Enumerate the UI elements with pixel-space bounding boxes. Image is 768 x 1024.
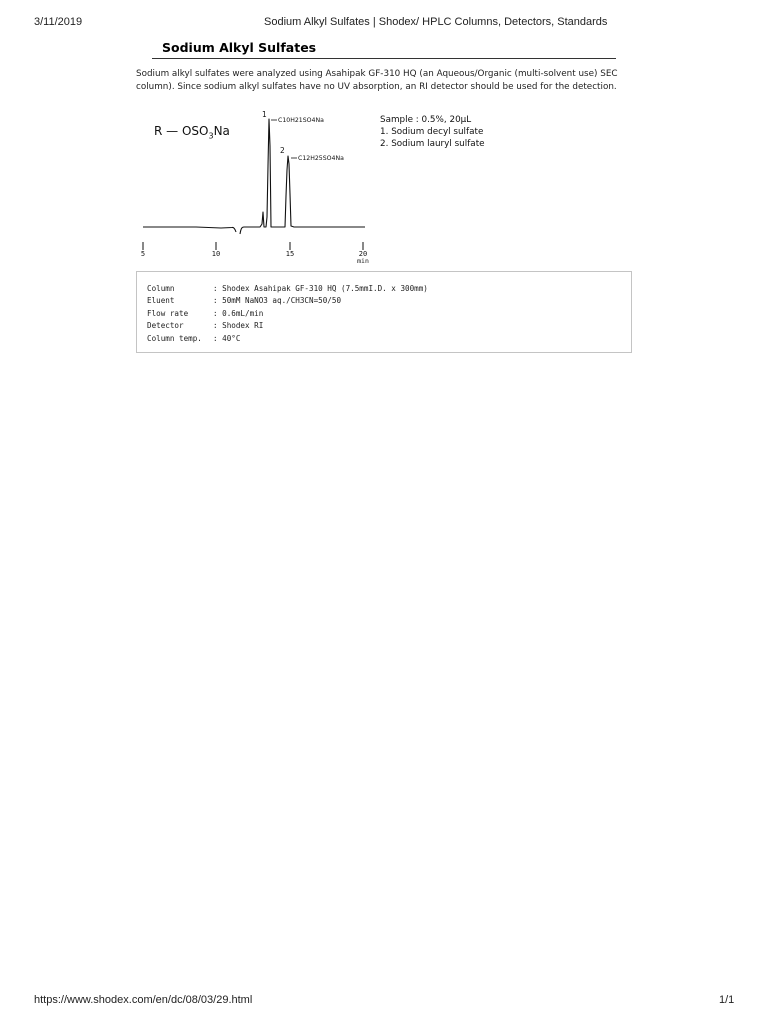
formula-suffix: Na (213, 124, 230, 138)
peak-2-name: 2. Sodium lauryl sulfate (380, 139, 485, 149)
conditions-list (147, 283, 428, 345)
x-tick-label-10: 10 (211, 250, 221, 258)
x-axis-unit: min (357, 257, 369, 264)
chromatogram (136, 106, 372, 264)
peak-1-compound: C10H21SO4Na (278, 117, 324, 124)
print-date: 3/11/2019 (34, 16, 83, 28)
peak-2-number: 2 (280, 146, 285, 155)
condition-detector (147, 320, 428, 332)
conditions-box (136, 271, 632, 353)
condition-value: : 40°C (213, 333, 241, 343)
print-page-title: Sodium Alkyl Sulfates | Shodex/ HPLC Columns, Detectors, Standards (264, 16, 608, 28)
condition-eluent (147, 295, 428, 307)
x-tick-label-20: 20 (358, 250, 368, 258)
condition-key: Column temp. (147, 333, 202, 343)
x-tick-label-15: 15 (285, 250, 295, 258)
baseline-left (143, 227, 236, 232)
condition-key: Flow rate (147, 308, 189, 318)
condition-value: : 50mM NaNO3 aq./CH3CN=50/50 (213, 296, 342, 306)
condition-column (147, 283, 428, 295)
condition-key: Column (147, 284, 175, 293)
condition-column-temp (147, 333, 428, 345)
condition-value: : Shodex Asahipak GF-310 HQ (7.5mmI.D. x 300mm) (213, 284, 428, 293)
print-url: https://www.shodex.com/en/dc/08/03/29.html (34, 994, 253, 1006)
intro-paragraph: Sodium alkyl sulfates were analyzed using Asahipak GF-310 HQ (an Aqueous/Organic (multi-solvent use) SEC column). Since sodium alkyl sulfates have no UV absorption, an RI detector should be used for the detection. (136, 69, 618, 92)
condition-value: : 0.6mL/min (213, 308, 264, 318)
peak-1-name: 1. Sodium decyl sulfate (380, 127, 484, 137)
peak-1-number: 1 (262, 110, 267, 119)
condition-flow-rate (147, 308, 428, 320)
condition-key: Detector (147, 321, 184, 331)
condition-value: : Shodex RI (213, 321, 264, 331)
article-title: Sodium Alkyl Sulfates (162, 40, 317, 55)
peak-2-compound: C12H25SO4Na (298, 155, 344, 162)
sample-amount: Sample : 0.5%, 20μL (380, 115, 472, 125)
x-tick-label-5: 5 (140, 250, 146, 258)
formula-prefix: R — OSO (154, 124, 209, 138)
signal-trace (240, 119, 365, 234)
formula-subscript: 3 (208, 131, 214, 141)
print-page-count: 1/1 (719, 994, 735, 1006)
condition-key: Eluent (147, 296, 175, 306)
title-divider (152, 58, 616, 59)
sample-info (380, 114, 485, 150)
